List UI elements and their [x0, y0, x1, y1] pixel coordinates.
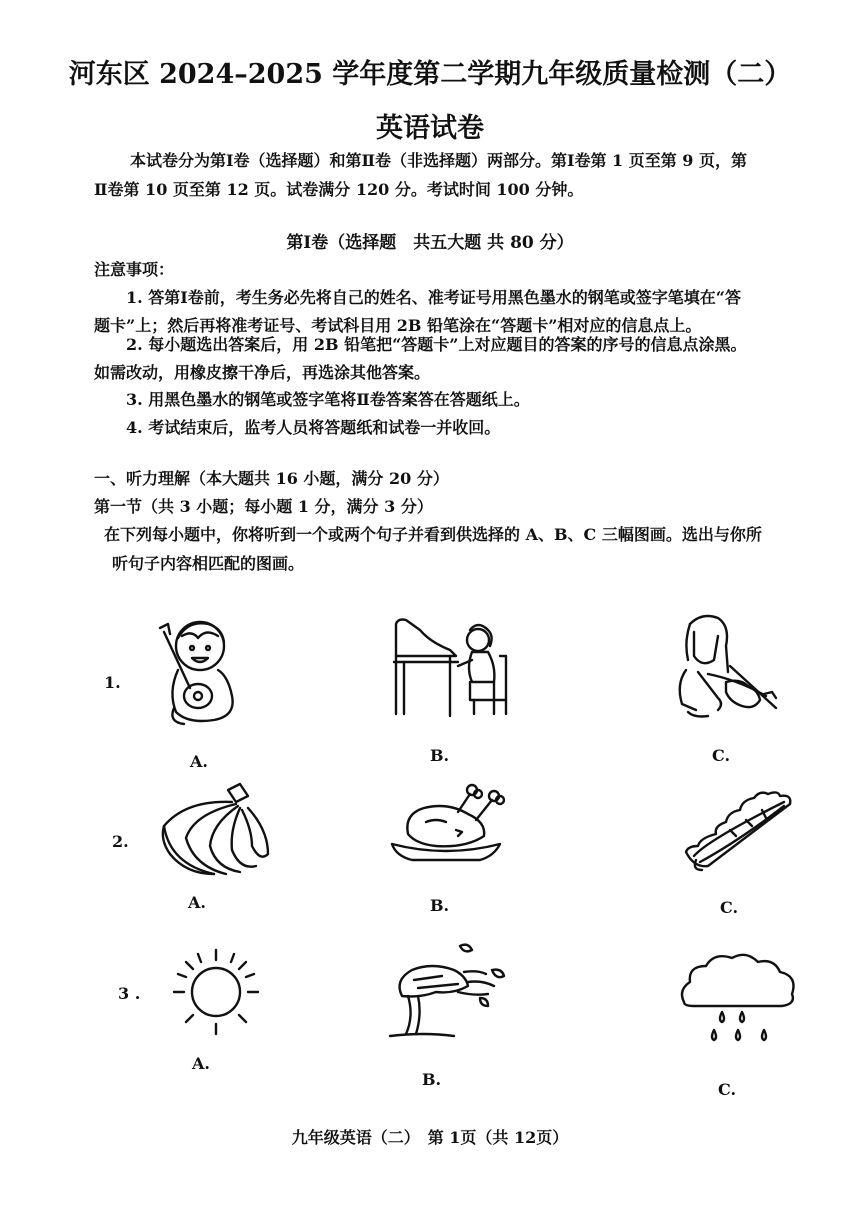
q2-option-c-label: C.	[720, 898, 739, 917]
note-4-line-1: 4. 考试结束后，监考人员将答题纸和试卷一并收回。	[126, 418, 501, 437]
intro-line-2: Ⅱ卷第 10 页至第 12 页。试卷满分 120 分。考试时间 100 分钟。	[94, 180, 584, 199]
note-4	[94, 414, 834, 442]
question-2-number: 2.	[112, 832, 129, 851]
roast-chicken-icon	[386, 778, 506, 874]
exam-subtitle: 英语试卷	[376, 113, 484, 144]
q1-option-b-label: B.	[430, 746, 450, 765]
child-guitar-icon	[148, 612, 248, 732]
exam-title: 河东区 2024–2025 学年度第二学期九年级质量检测（二）	[68, 59, 792, 90]
girl-piano-icon	[390, 616, 520, 726]
girl-violin-icon	[668, 612, 798, 722]
q3-option-a-label: A.	[192, 1054, 210, 1073]
q1-option-c-label: C.	[712, 746, 731, 765]
rain-cloud-icon	[674, 950, 804, 1054]
intro-paragraph	[94, 146, 834, 204]
part1-heading: 第Ⅰ卷（选择题 共五大题 共 80 分）	[286, 233, 574, 253]
instruction-line-1: 在下列每小题中，你将听到一个或两个句子并看到供选择的 A、B、C 三幅图画。选出与你所	[104, 525, 762, 544]
question-3-number: 3 .	[118, 984, 141, 1003]
note-2	[94, 331, 834, 387]
notes-title: 注意事项：	[94, 260, 175, 279]
cabbage-icon	[680, 790, 800, 880]
question-1-number: 1.	[104, 673, 121, 692]
q2-option-b-label: B.	[430, 896, 450, 915]
section1-subsection: 第一节（共 3 小题；每小题 1 分，满分 3 分）	[94, 497, 433, 516]
q1-option-a-label: A.	[190, 752, 208, 771]
note-3-line-1: 3. 用黑色墨水的钢笔或签字笔将Ⅱ卷答案答在答题纸上。	[126, 390, 530, 409]
intro-line-1: 本试卷分为第Ⅰ卷（选择题）和第Ⅱ卷（非选择题）两部分。第Ⅰ卷第 1 页至第 9 页，第	[130, 151, 748, 170]
note-2-line-2: 如需改动，用橡皮擦干净后，再选涂其他答案。	[94, 363, 431, 382]
q3-option-b-label: B.	[422, 1070, 442, 1089]
note-1-line-1: 1. 答第Ⅰ卷前，考生务必先将自己的姓名、准考证号用黑色墨水的钢笔或签字笔填在“答	[126, 288, 741, 307]
bananas-icon	[156, 780, 272, 880]
instruction-line-2: 听句子内容相匹配的图画。	[112, 554, 305, 573]
section1-title: 一、听力理解（本大题共 16 小题，满分 20 分）	[94, 469, 449, 488]
note-2-line-1: 2. 每小题选出答案后，用 2B 铅笔把“答题卡”上对应题目的答案的序号的信息点涂黑。	[126, 335, 747, 354]
sun-icon	[168, 944, 264, 1040]
section1-instruction	[104, 520, 834, 578]
q3-option-c-label: C.	[718, 1080, 737, 1099]
page-footer: 九年级英语（二） 第 1页（共 12页）	[291, 1128, 569, 1147]
note-1-line-2: 题卡”上；然后再将准考证号、考试科目用 2B 铅笔涂在“答题卡”相对应的信息点上。	[94, 316, 702, 335]
windy-tree-icon	[384, 940, 514, 1044]
q2-option-a-label: A.	[188, 893, 206, 912]
note-3	[94, 386, 834, 414]
